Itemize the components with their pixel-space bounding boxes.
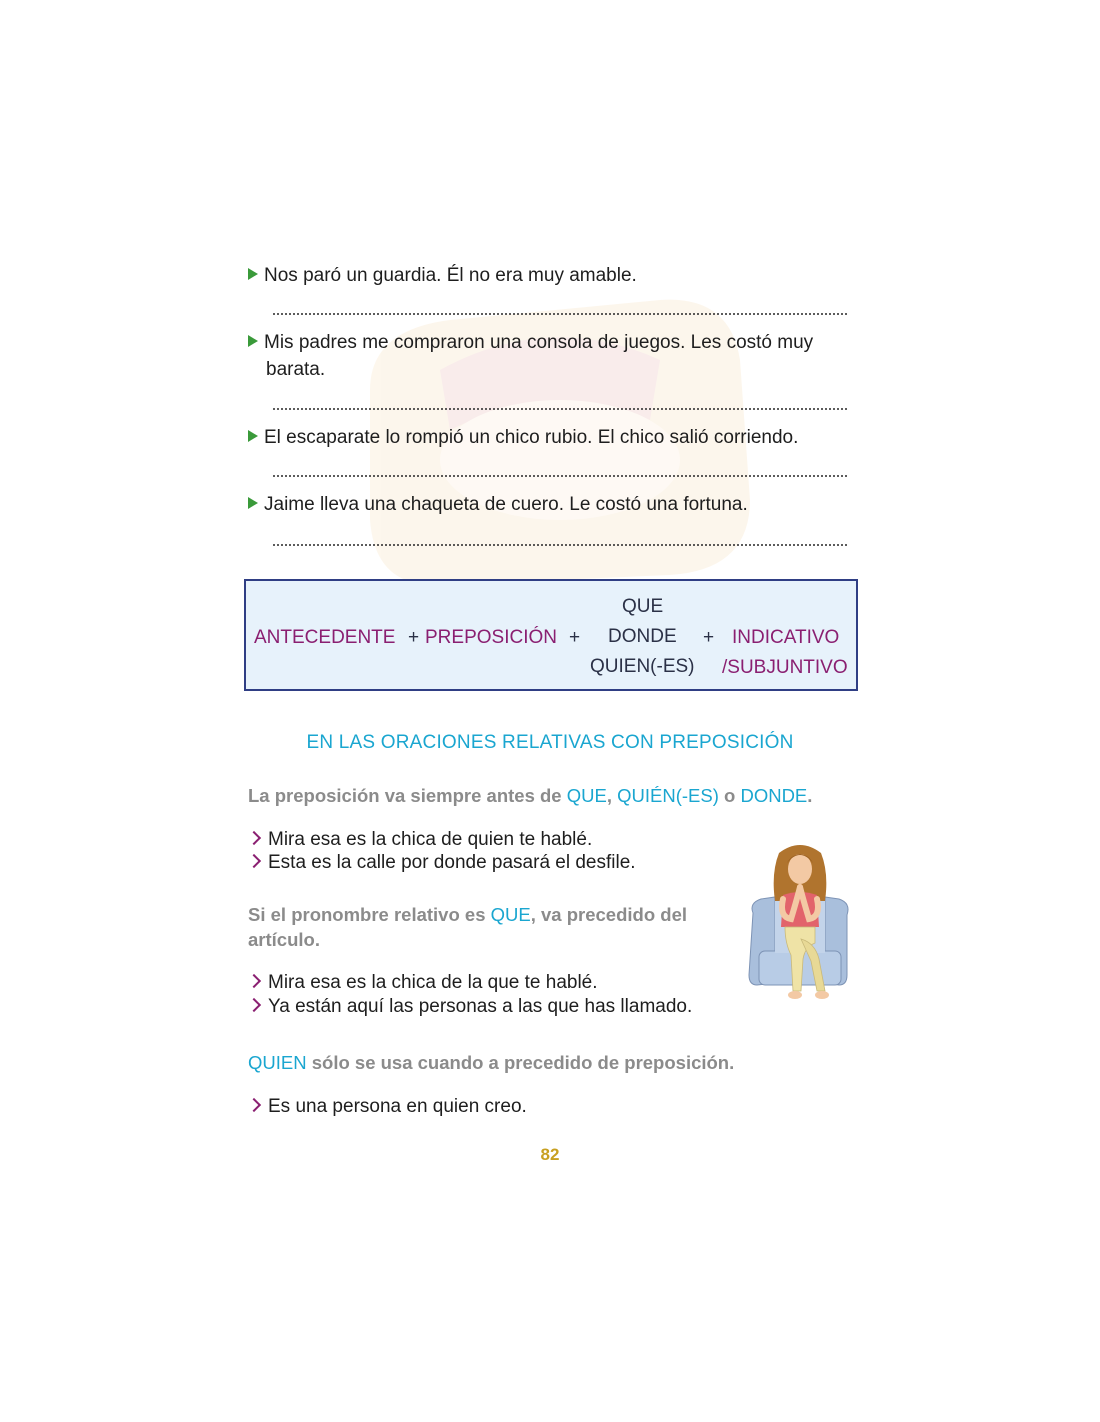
rule-text: La preposición va siempre antes de QUE, QUIÉN(-ES) o DONDE. [248,785,813,806]
chevron-right-icon [247,998,261,1012]
formula-quien: QUIEN(-ES) [590,656,695,677]
formula-preposicion: PREPOSICIÓN [425,627,557,648]
chevron-right-icon [247,854,261,868]
exercise-sentence: Nos paró un guardia. Él no era muy amable. [248,262,637,289]
example-item: Esta es la calle por donde pasará el desfile. [248,851,636,874]
section-heading: EN LAS ORACIONES RELATIVAS CON PREPOSICIÓN [306,732,794,753]
exercise-sentence: Mis padres me compraron una consola de juegos. Les costó muy barata. [248,329,813,383]
formula-plus: + [569,627,581,648]
formula-subjuntivo: /SUBJUNTIVO [722,657,848,678]
example-item: Es una persona en quien creo. [248,1095,527,1118]
formula-que: QUE [622,596,664,617]
example-item: Mira esa es la chica de la que te hablé. [248,971,598,994]
triangle-bullet-icon [248,497,258,509]
formula-indicativo: INDICATIVO [732,627,840,648]
formula-plus: + [703,627,715,648]
answer-line[interactable] [272,408,848,410]
rule-text: Si el pronombre relativo es QUE, va precedido del artículo. [248,904,688,950]
girl-on-armchair-illustration [745,843,855,1008]
formula-antecedente: ANTECEDENTE [254,627,396,648]
answer-line[interactable] [272,544,848,546]
triangle-bullet-icon [248,430,258,442]
exercise-sentence: Jaime lleva una chaqueta de cuero. Le costó una fortuna. [248,491,748,518]
example-item: Ya están aquí las personas a las que has llamado. [248,995,692,1018]
answer-line[interactable] [272,475,848,477]
rule-text: QUIEN sólo se usa cuando a precedido de preposición. [248,1052,735,1073]
example-item: Mira esa es la chica de quien te hablé. [248,828,592,851]
chevron-right-icon [247,831,261,845]
grammar-formula-box [244,579,858,691]
formula-donde: DONDE [608,626,677,647]
chevron-right-icon [247,974,261,988]
triangle-bullet-icon [248,335,258,347]
page-number: 82 [540,1145,560,1164]
answer-line[interactable] [272,313,848,315]
exercise-sentence: El escaparate lo rompió un chico rubio. El chico salió corriendo. [248,424,798,451]
triangle-bullet-icon [248,268,258,280]
formula-plus: + [408,627,420,648]
chevron-right-icon [247,1098,261,1112]
